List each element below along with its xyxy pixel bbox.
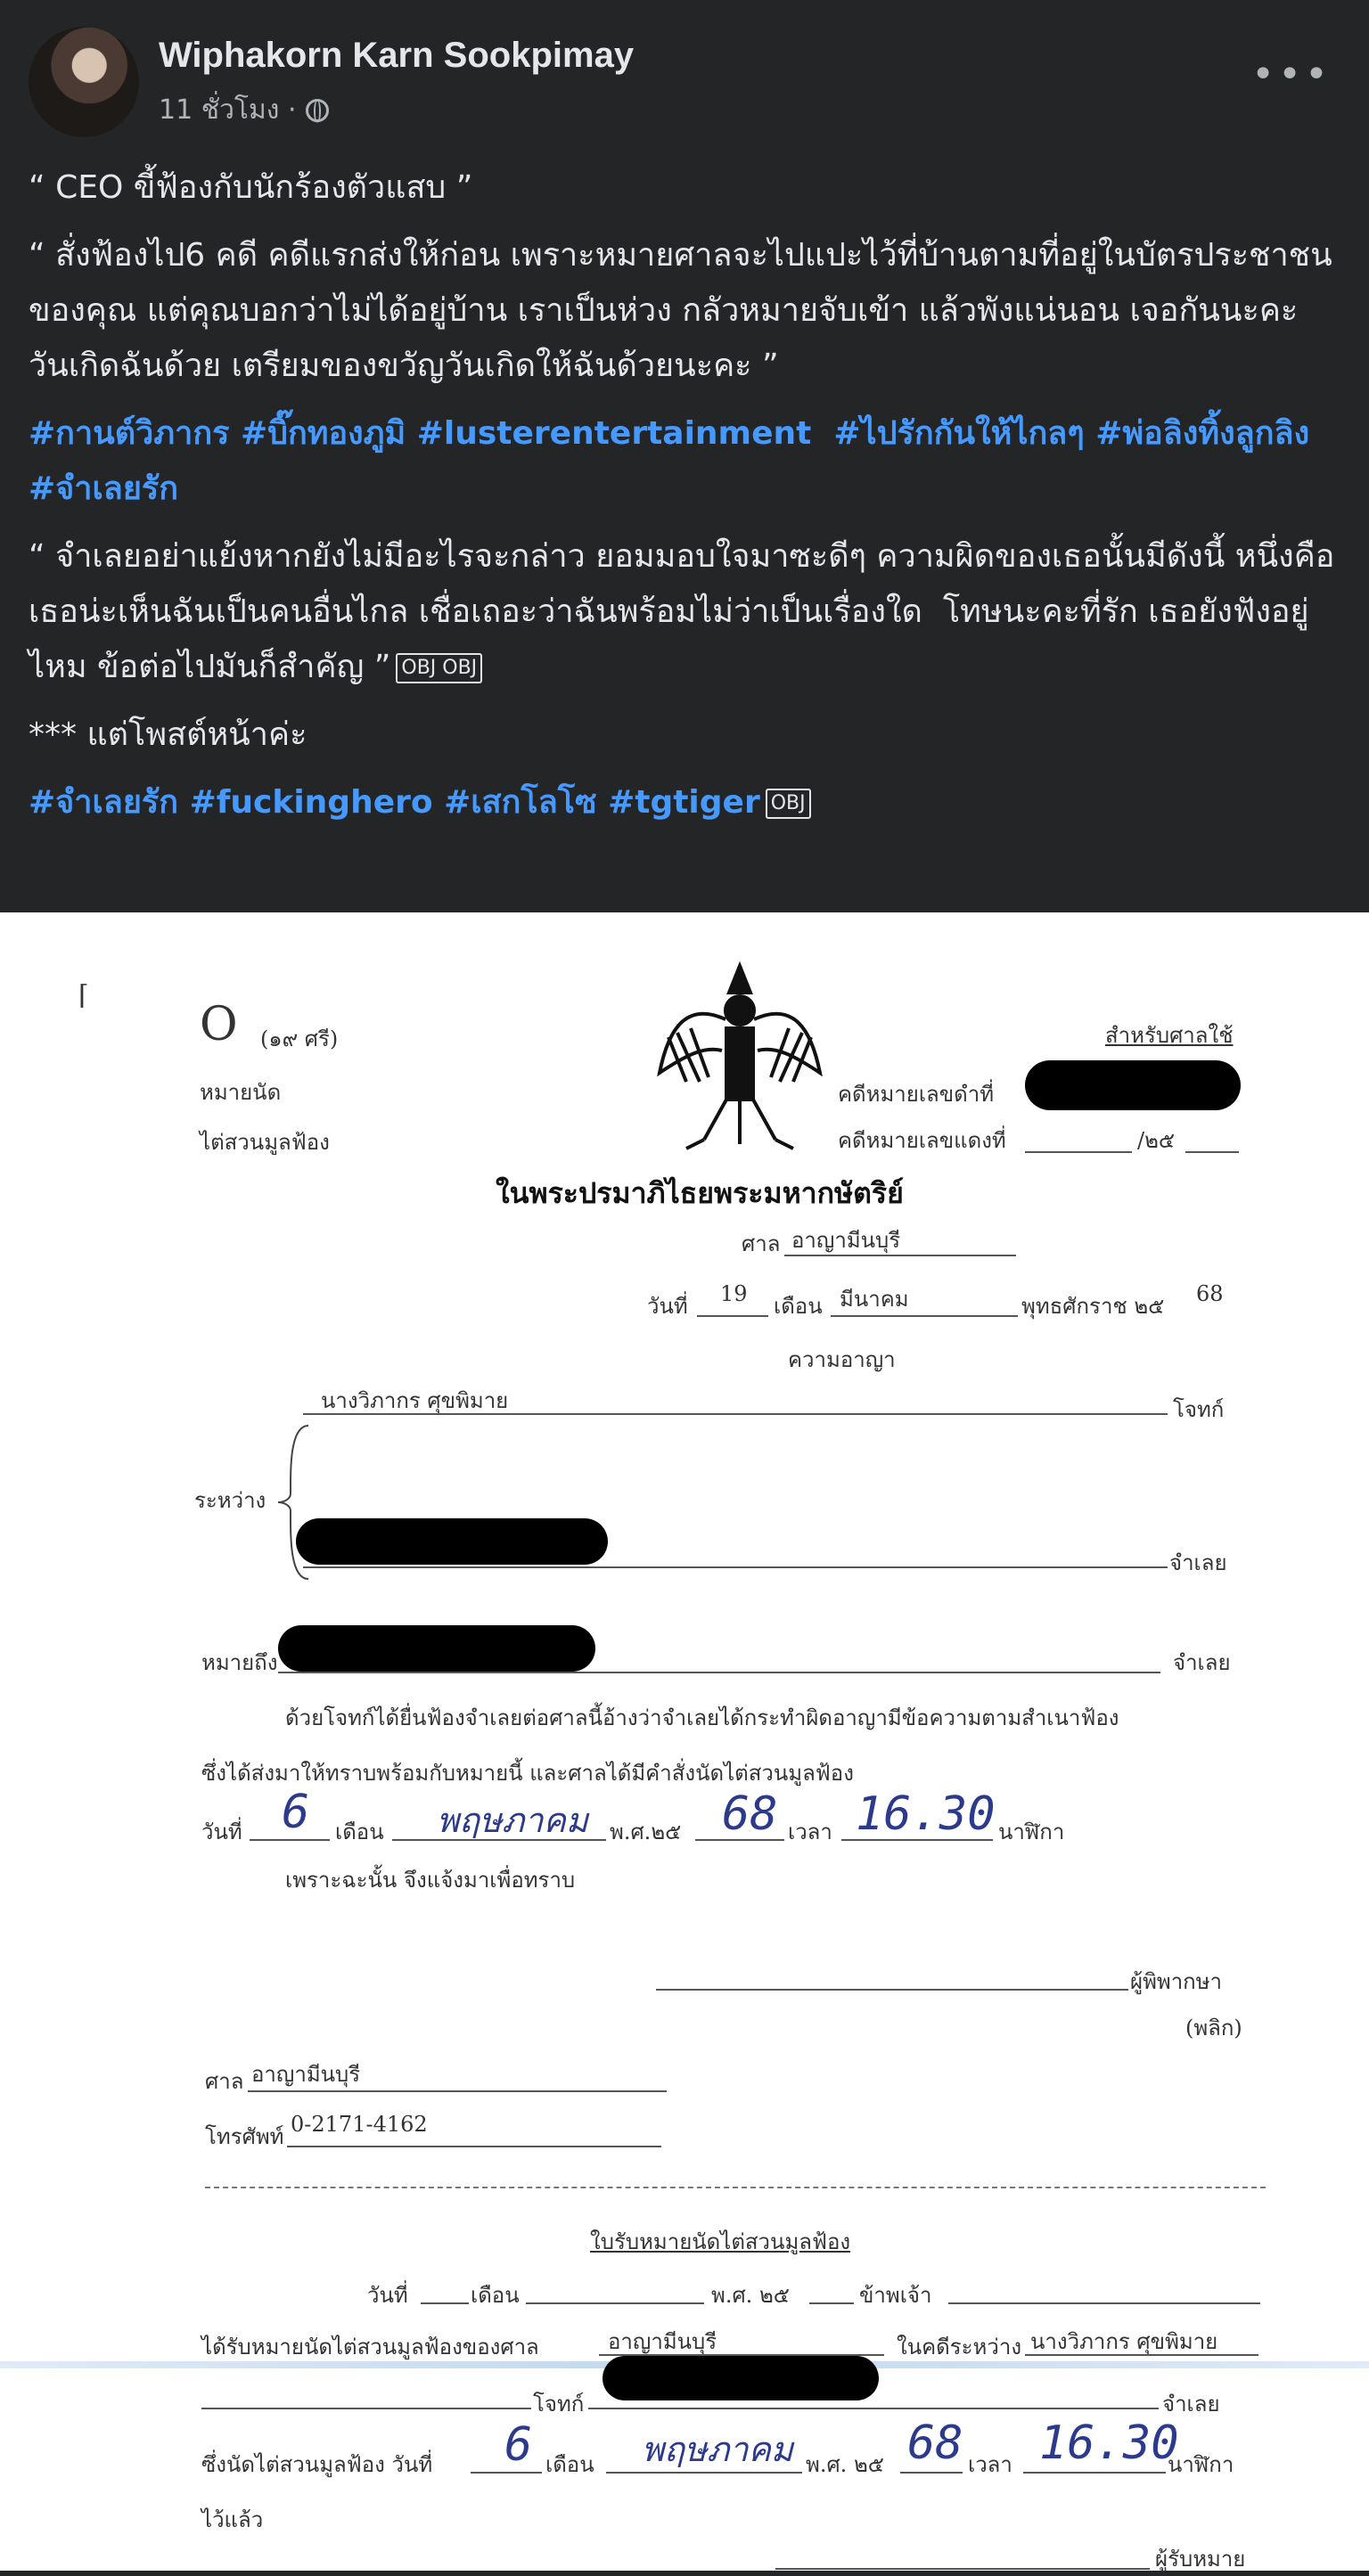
avatar[interactable] — [29, 27, 139, 137]
form-number: (๑๙ ศรี) — [260, 1026, 339, 1051]
redaction — [603, 2356, 879, 2400]
appt-year-label: พ.ศ.๒๕ — [610, 1820, 682, 1844]
between-label: ระหว่าง — [194, 1488, 266, 1513]
receipt-year-label-2: พ.ศ. ๒๕ — [806, 2452, 884, 2477]
month-label: เดือน — [774, 1294, 823, 1319]
turn-over-label: (พลิก) — [1185, 2016, 1242, 2040]
obj-badge: OBJ OBJ — [396, 653, 482, 683]
plaintiff-name: นางวิภากร ศุขพิมาย — [321, 1388, 509, 1413]
post-paragraph — [29, 529, 1339, 695]
receipt-day: 6 — [504, 2418, 533, 2472]
date-month: มีนาคม — [840, 1287, 909, 1312]
receipt-date-label: วันที่ — [367, 2283, 408, 2308]
receipt-plaintiff: นางวิภากร ศุขพิมาย — [1030, 2329, 1218, 2354]
date-day: 19 — [720, 1281, 748, 1306]
defendant-label-2: จำเลย — [1173, 1650, 1231, 1675]
summons-paragraph-2: ซึ่งได้ส่งมาให้ทราบพร้อมกับหมายนี้ และศาลได้มีคำสั่งนัดไต่สวนมูลฟ้อง — [201, 1761, 854, 1786]
hashtag-line[interactable]: #จำเลยรัก #fuckinghero #เสกโลโซ #tgtiger — [29, 784, 760, 821]
receipt-me-label: ข้าพเจ้า — [859, 2283, 932, 2308]
receipt-month: พฤษภาคม — [642, 2430, 793, 2469]
summons-title: หมายนัด — [200, 1080, 282, 1105]
receipt-received-label: ได้รับหมายนัดไต่สวนมูลฟ้องของศาล — [201, 2335, 539, 2359]
post-time[interactable]: 11 ชั่วโมง · — [159, 94, 297, 126]
defendant-label: จำเลย — [1169, 1550, 1227, 1575]
red-case-label: คดีหมายเลขแดงที่ — [838, 1128, 1006, 1153]
court-label: ศาล — [742, 1231, 781, 1256]
facebook-post — [0, 0, 1369, 912]
for-court-use: สำหรับศาลใช้ — [1105, 1023, 1234, 1048]
summons-paragraph-3: เพราะฉะนั้น จึงแจ้งมาเพื่อทราบ — [285, 1868, 576, 1893]
date-label: วันที่ — [647, 1294, 688, 1319]
receipt-time: 16.30 — [1039, 2417, 1179, 2470]
hashtag-line[interactable]: #กานต์วิภากร #บิ๊กทองภูมิ #lusterentertainment #ไปรักกันให้ไกลๆ #พ่อลิงทิ้งลูกลิง #จำเลยรัก — [29, 415, 1321, 507]
receipt-title: ใบรับหมายนัดไต่สวนมูลฟ้อง — [590, 2229, 851, 2254]
receipt-court: อาญามีนบุรี — [608, 2329, 717, 2354]
summons-subtitle: ไต่สวนมูลฟ้อง — [200, 1130, 330, 1155]
appt-month: พฤษภาคม — [437, 1801, 588, 1840]
appt-year: 68 — [722, 1787, 778, 1841]
obj-badge: OBJ — [766, 789, 811, 819]
post-paragraph: “ CEO ขี้ฟ้องกับนักร้องตัวแสบ ” — [29, 169, 473, 206]
black-case-label: คดีหมายเลขดำที่ — [838, 1082, 995, 1107]
court-name-2: อาญามีนบุรี — [251, 2062, 361, 2087]
appt-day: 6 — [282, 1786, 310, 1839]
royal-heading: ในพระปรมาภิไธยพระมหากษัตริย์ — [496, 1176, 904, 1210]
post-text: “ จำเลยอย่าแย้งหากยังไม่มีอะไรจะกล่าว ยอมมอบใจมาซะดีๆ ความผิดของเธอนั้นมีดังนี้ หนึ่งคือเธอน่ะเห็นฉันเป็นคนอื่นไกล เชื่อเถอะว่าฉันพร้อมไม่ว่าเป็นเรื่องใด โทษนะคะที่รัก เธอยังฟังอยู่ไหม ข้อต่อไปมันก็สำคัญ ” — [29, 538, 1335, 685]
receipt-year: 68 — [907, 2417, 963, 2470]
form-code: O — [200, 998, 238, 1051]
appt-month-label: เดือน — [335, 1820, 384, 1844]
redaction — [278, 1625, 595, 1672]
court-label-2: ศาล — [205, 2069, 244, 2094]
court-summons-image[interactable] — [0, 912, 1369, 2571]
garuda-emblem-icon — [651, 948, 829, 1153]
phone-number: 0-2171-4162 — [291, 2112, 428, 2137]
receipt-month-label: เดือน — [471, 2283, 520, 2308]
year-label: พุทธศักราช ๒๕ — [1021, 1294, 1165, 1319]
post-paragraph: “ สั่งฟ้องไป6 คดี คดีแรกส่งให้ก่อน เพราะหมายศาลจะไปแปะไว้ที่บ้านตามที่อยู่ในบัตรประชาชนของคุณ แต่คุณบอกว่าไม่ได้อยู่บ้าน เราเป็นห่วง กลัวหมายจับเข้า แล้วพังแน่นอน เจอกันนะคะ วันเกิดฉันด้วย เตรียมของขวัญวันเกิดให้ฉันด้วยนะคะ ” — [29, 237, 1332, 384]
appt-time: 16.30 — [856, 1787, 996, 1841]
date-year: 68 — [1196, 1281, 1224, 1306]
receipt-month-label-2: เดือน — [545, 2452, 594, 2477]
post-body — [29, 160, 1339, 843]
receipt-plaintiff-label: โจทก์ — [533, 2392, 585, 2417]
receipt-year-label: พ.ศ. ๒๕ — [711, 2283, 790, 2308]
court-name: อาญามีนบุรี — [791, 1228, 901, 1253]
receipt-defendant-label: จำเลย — [1162, 2392, 1220, 2417]
red-case-suffix: /๒๕ — [1137, 1128, 1176, 1153]
globe-icon — [306, 99, 329, 122]
more-options-icon[interactable]: ••• — [1251, 52, 1332, 97]
receipt-done: ไว้แล้ว — [201, 2507, 264, 2532]
summon-to-label: หมายถึง — [201, 1650, 278, 1675]
appt-day-label: วันที่ — [201, 1820, 242, 1844]
judge-label: ผู้พิพากษา — [1130, 1969, 1223, 1994]
receipt-appt-label: ซึ่งนัดไต่สวนมูลฟ้อง วันที่ — [201, 2452, 433, 2477]
appt-time-label: เวลา — [788, 1820, 832, 1844]
phone-label: โทรศัพท์ — [205, 2124, 284, 2149]
appt-unit: นาฬิกา — [998, 1820, 1065, 1844]
redaction — [296, 1518, 608, 1565]
receipt-between-label: ในคดีระหว่าง — [897, 2335, 1022, 2359]
corner-mark: ⌈ — [78, 980, 89, 1011]
case-type: ความอาญา — [788, 1347, 896, 1372]
plaintiff-label: โจทก์ — [1173, 1397, 1225, 1422]
post-paragraph: *** แต่โพสต์หน้าค่ะ — [29, 716, 307, 753]
receiver-label: ผู้รับหมาย — [1155, 2547, 1246, 2572]
receipt-time-label: เวลา — [968, 2452, 1012, 2477]
author-name[interactable]: Wiphakorn Karn Sookpimay — [159, 36, 635, 75]
receipt-unit: นาฬิกา — [1168, 2452, 1234, 2477]
summons-paragraph-1: ด้วยโจทก์ได้ยื่นฟ้องจำเลยต่อศาลนี้อ้างว่าจำเลยได้กระทำผิดอาญามีข้อความตามสำเนาฟ้อง — [285, 1705, 1119, 1730]
hashtag-paragraph — [29, 775, 1339, 830]
redaction — [1025, 1060, 1241, 1110]
post-meta — [159, 89, 329, 131]
